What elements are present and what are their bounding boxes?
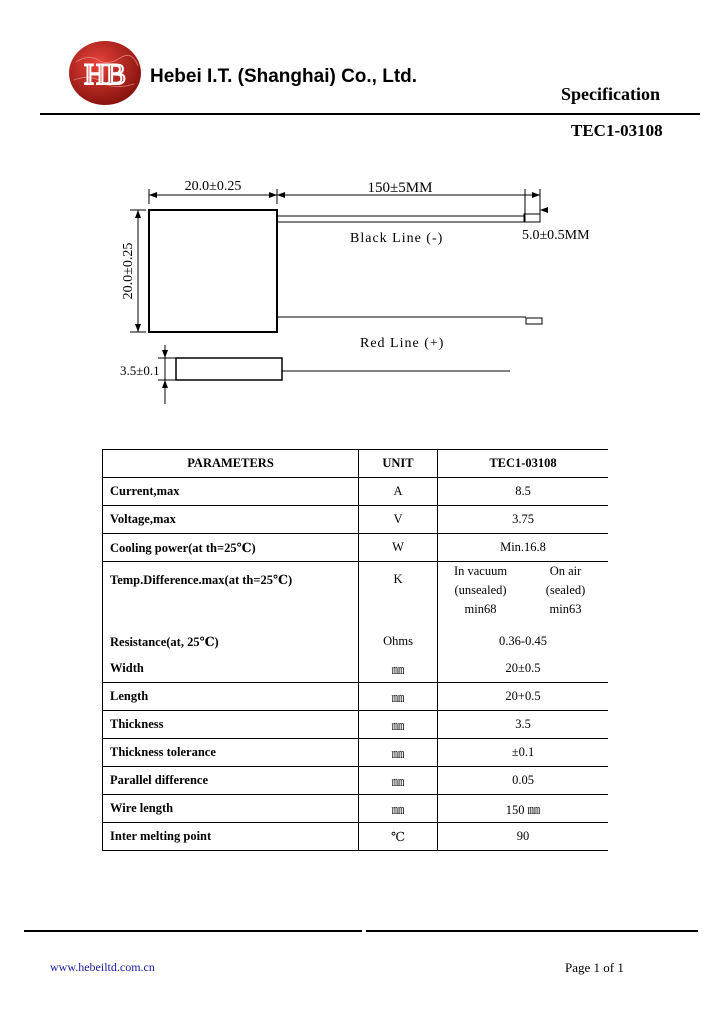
param-unit: W [359, 534, 438, 562]
parameters-table [102, 449, 608, 851]
company-name: Hebei I.T. (Shanghai) Co., Ltd. [150, 66, 418, 87]
header-model: TEC1-03108 [438, 450, 609, 478]
param-value: 0.36-0.45 [438, 628, 609, 655]
param-value: 20+0.5 [438, 683, 609, 711]
website-link[interactable]: www.hebeiltd.com.cn [50, 960, 155, 974]
table-row [103, 478, 609, 506]
height-dimension: 20.0±0.25 [121, 242, 136, 300]
param-value: 3.75 [438, 506, 609, 534]
param-unit: ㎜ [359, 795, 438, 823]
param-value: 150 ㎜ [438, 795, 609, 823]
param-unit: K [359, 562, 438, 629]
strip-length-dimension: 5.0±0.5MM [522, 228, 590, 243]
param-unit: ㎜ [359, 767, 438, 795]
param-value: 3.5 [438, 711, 609, 739]
table-row [103, 767, 609, 795]
model-number: TEC1-03108 [571, 121, 663, 140]
param-value: Min.16.8 [438, 534, 609, 562]
param-name: Current,max [103, 478, 359, 506]
param-unit: Ohms [359, 628, 438, 655]
air-value: On air (sealed) min63 [545, 564, 586, 616]
param-name: Resistance(at, 25℃) [103, 628, 359, 655]
param-name: Inter melting point [103, 823, 359, 851]
param-unit: A [359, 478, 438, 506]
logo-letters: HB [84, 58, 126, 91]
table-row [103, 534, 609, 562]
table-row [103, 823, 609, 851]
thickness-dimension: 3.5±0.1 [120, 363, 160, 378]
page-number: Page 1 of 1 [565, 960, 624, 975]
param-value: 0.05 [438, 767, 609, 795]
param-name: Parallel difference [103, 767, 359, 795]
param-value: 8.5 [438, 478, 609, 506]
param-name: Length [103, 683, 359, 711]
param-name: Voltage,max [103, 506, 359, 534]
vacuum-value: In vacuum (unsealed) min68 [453, 564, 508, 616]
param-name: Wire length [103, 795, 359, 823]
param-value: 20±0.5 [438, 655, 609, 683]
black-line-label: Black Line (-) [350, 231, 444, 246]
param-unit: ㎜ [359, 655, 438, 683]
param-unit: ㎜ [359, 739, 438, 767]
table-row [103, 795, 609, 823]
wire-length-dimension: 150±5MM [367, 180, 433, 196]
table-row [103, 628, 609, 655]
table-row [103, 506, 609, 534]
black-wire-tip [524, 214, 540, 222]
table-row [103, 562, 609, 629]
param-value [438, 562, 609, 629]
footer-divider-left [24, 930, 362, 932]
param-value: 90 [438, 823, 609, 851]
param-name: Thickness [103, 711, 359, 739]
param-name: Width [103, 655, 359, 683]
header-unit: UNIT [359, 450, 438, 478]
param-name: Temp.Difference.max(at th=25℃) [103, 562, 359, 629]
header-parameters: PARAMETERS [103, 450, 359, 478]
param-name: Cooling power(at th=25℃) [103, 534, 359, 562]
module-drawing [0, 170, 720, 420]
param-unit: ℃ [359, 823, 438, 851]
module-body [149, 210, 277, 332]
param-value: ±0.1 [438, 739, 609, 767]
table-header-row [103, 450, 609, 478]
module-side-view [176, 358, 282, 380]
param-unit: ㎜ [359, 711, 438, 739]
footer-divider-right [366, 930, 698, 932]
param-unit: V [359, 506, 438, 534]
table-row [103, 683, 609, 711]
document-type: Specification [561, 84, 660, 104]
width-dimension: 20.0±0.25 [184, 179, 242, 194]
company-logo [68, 40, 142, 106]
table-row [103, 711, 609, 739]
param-name: Thickness tolerance [103, 739, 359, 767]
table-row [103, 655, 609, 683]
param-unit: ㎜ [359, 683, 438, 711]
red-line-label: Red Line (+) [360, 336, 445, 351]
table-row [103, 739, 609, 767]
header-divider [40, 113, 700, 115]
red-wire-tip [526, 318, 542, 324]
